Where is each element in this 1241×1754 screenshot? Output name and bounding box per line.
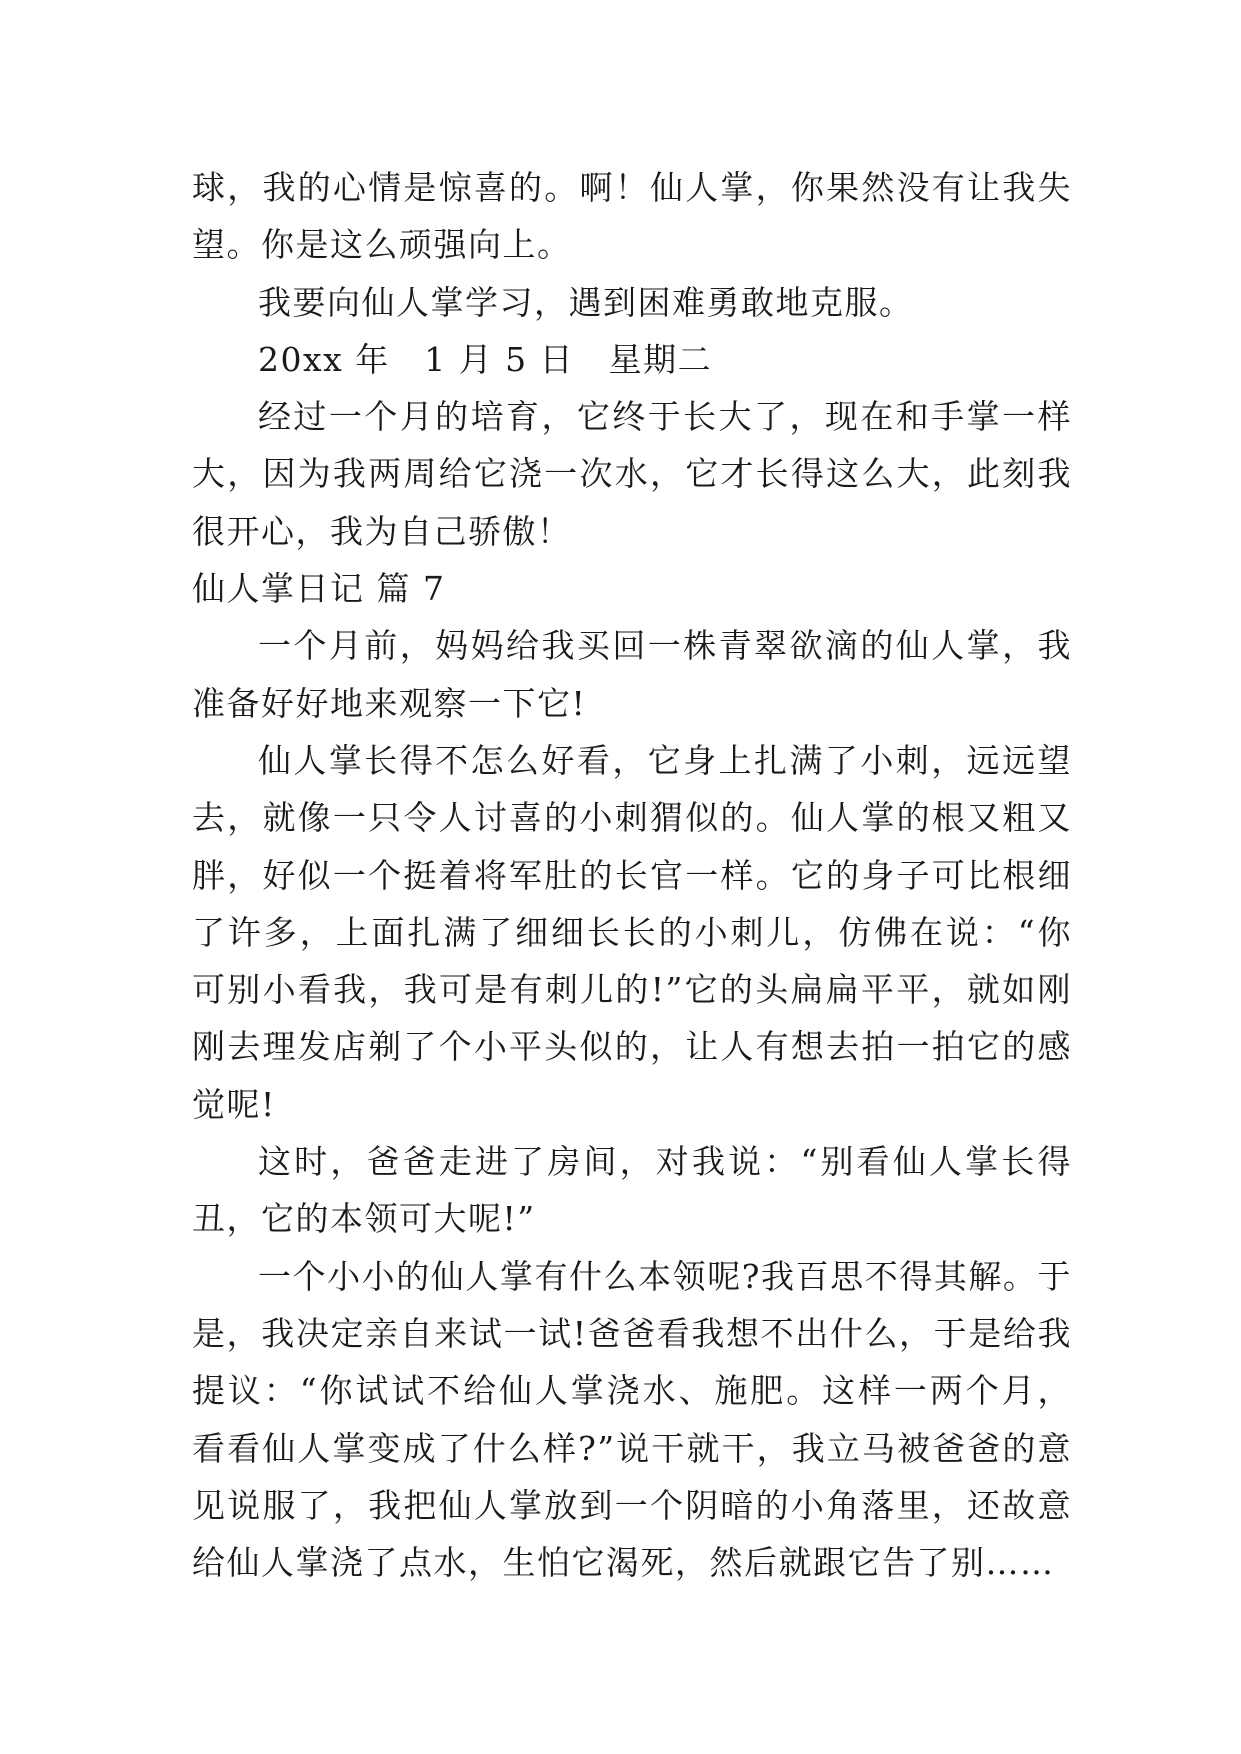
document-body [192,159,1072,1591]
diary-date: 20xx 年 1 月 5 日 星期二 [258,339,713,379]
paragraph-4: 一个月前，妈妈给我买回一株青翠欲滴的仙人掌，我准备好好地来观察一下它! [192,626,1072,723]
paragraph-5: 仙人掌长得不怎么好看，它身上扎满了小刺，远远望去，就像一只令人讨喜的小刺猬似的。仙人掌的根又粗又胖，好似一个挺着将军肚的长官一样。它的身子可比根细了许多，上面扎满了细细长长的小刺儿，仿佛在说：“你可别小看我，我可是有刺儿的!”它的头扁扁平平，就如刚刚去理发店剃了个小平头似的，让人有想去拍一拍它的感觉呢! [192,740,1072,1124]
paragraph-2: 我要向仙人掌学习，遇到困难勇敢地克服。 [258,282,914,322]
paragraph-6: 这时，爸爸走进了房间，对我说：“别看仙人掌长得丑，它的本领可大呢!” [192,1142,1072,1239]
section-heading: 仙人掌日记 篇 7 [192,569,446,609]
paragraph-7: 一个小小的仙人掌有什么本领呢?我百思不得其解。于是，我决定亲自来试一试!爸爸看我想不出什么，于是给我提议：“你试试不给仙人掌浇水、施肥。这样一两个月，看看仙人掌变成了什么样?”说干就干，我立马被爸爸的意见说服了，我把仙人掌放到一个阴暗的小角落里，还故意给仙人掌浇了点水，生怕它渴死，然后就跟它告了别…… [192,1256,1072,1583]
paragraph-1: 球，我的心情是惊喜的。啊！仙人掌，你果然没有让我失望。你是这么顽强向上。 [192,168,1072,265]
paragraph-3: 经过一个月的培育，它终于长大了，现在和手掌一样大，因为我两周给它浇一次水，它才长得这么大，此刻我很开心，我为自己骄傲！ [192,397,1072,551]
